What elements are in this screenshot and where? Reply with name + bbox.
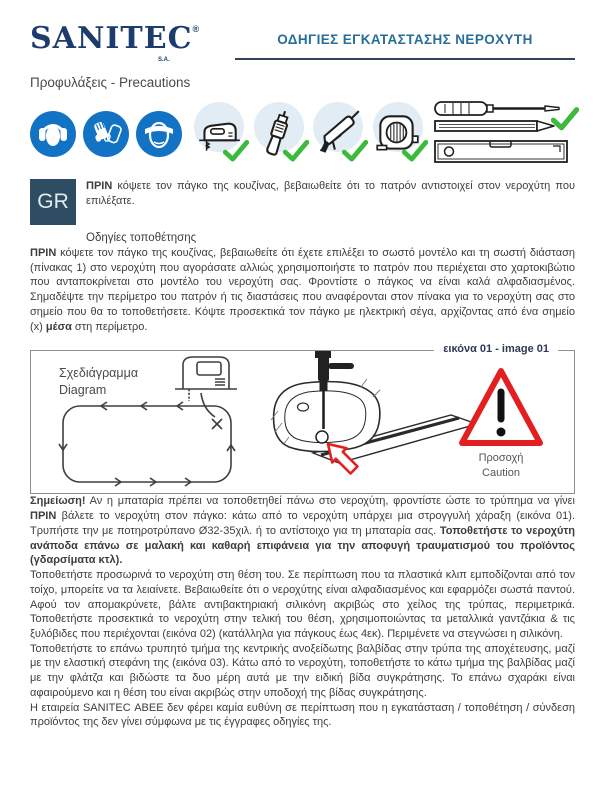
diagram-label-el: Σχεδιάγραμμα xyxy=(59,366,139,381)
marking-tools-group xyxy=(433,99,575,169)
header-title-area xyxy=(235,24,575,60)
logo-sa-suffix: S.A. xyxy=(158,57,170,63)
check-icon xyxy=(342,140,368,162)
language-badge: GR xyxy=(30,179,76,225)
paragraph-note xyxy=(30,494,575,568)
paragraph-text: ΠΡΙΝ xyxy=(30,247,57,259)
jigsaw-tool xyxy=(192,102,244,166)
figure-caption: εικόνα 01 - image 01 xyxy=(434,343,558,355)
check-icon xyxy=(551,107,579,131)
figure-image-01 xyxy=(30,343,575,494)
safety-icons-row xyxy=(30,100,575,168)
paragraph-positioning: Τοποθετήστε προσωρινά το νεροχύτη στη θέση του. Σε περίπτωση που τα πλαστικά κλιπ εμποδίζονται από τον τοίχο, μπορείτε να τα λειαίνετε. Βεβαιωθείτε ότι ο νεροχύτης είναι αλφαδιασμένος και εφαρμόζει σωστά παντού. Αφού τον απομακρύνετε, βάλτε αντιβακτηριακή σιλικόνη ακριβώς στο χείλος της τρύπας, περιμετρικά. Τοποθετήστε προσεκτικά το νεροχύτη στην τελική του θέση, χρησιμοποιώντας τα μεταλλικά γαντζάκια & τις ξυλόβιδες που περιέχονται (εικόνα 02) (κατάλληλα για πάγκους έως 4εκ). Περιμένετε να στεγνώσει η σιλικόνη. xyxy=(30,569,575,641)
caulk-gun-tool xyxy=(312,102,364,166)
language-block xyxy=(30,179,575,225)
paragraph-text: Τοποθετήστε το νεροχύτη ανάποδα επάνω σε μαλακή και καθαρή επιφάνεια για την αποφυγή τραυματισμού του προϊόντος (γδαρσίματα κτλ). xyxy=(30,524,575,567)
precautions-title: Προφυλάξεις - Precautions xyxy=(30,75,191,90)
sink-drilling-art xyxy=(271,351,477,474)
paragraph-text: κόψετε τον πάγκο της κουζίνας, βεβαιωθείτε ότι το πατρόν αντιστοιχεί στον νεροχύτη που επιλέξατε. xyxy=(86,180,575,208)
jigsaw-mini xyxy=(175,357,237,401)
paragraph-text: Αν η μπαταρία πρέπει να τοποθετηθεί πάνω στο νεροχύτη, φροντίστε ώστε το τρύπημα να γίνει xyxy=(85,495,575,508)
caution-triangle-icon xyxy=(462,371,540,443)
paragraph-disclaimer: Η εταιρεία SANITEC ΑΒΕΕ δεν φέρει καμία ευθύνη σε περίπτωση που η εγκατάσταση / τοποθέτηση / σύνδεση προϊόντος της δεν γίνει σύμφωνα με τις έγγραφες οδηγίες της. xyxy=(30,701,575,729)
check-icon xyxy=(223,140,249,162)
install-instructions-heading: Οδηγίες τοποθέτησης xyxy=(86,232,197,244)
title-divider xyxy=(235,58,575,60)
caution-label-en: Caution xyxy=(482,466,520,479)
paragraph-valve: Τοποθετήστε το επάνω τρυπητό τμήμα της κεντρικής ανοξείδωτης βαλβίδας στην τρύπα της αποχέτευσης, μαζί με την ελαστική στεφάνη της (εικόνα 03). Κάτω από το νεροχύτη, τοποθετήστε το κάτω τμήμα της βαλβίδας μαζί με την φλάτζα και βιδώστε τα δυο μέρη αυτά με την ειδική βίδα συγκράτησης. Το επάνω σχαράκι είναι αφαιρούμενο και η θέση του είναι ακριβώς στην υποδοχή της βίδας συγκράτησης. xyxy=(30,642,575,699)
check-icon xyxy=(402,140,428,162)
ppe-icons-group xyxy=(30,111,182,157)
face-shield-icon xyxy=(136,111,182,157)
paragraph-text: ΠΡΙΝ xyxy=(86,180,113,192)
caution-label-el: Προσοχή xyxy=(478,452,524,465)
logo-text: SANITEC xyxy=(30,21,193,56)
diagram-label-en: Diagram xyxy=(59,382,107,397)
paragraph-text: στη περίμετρο. xyxy=(71,320,148,333)
paragraph-text: ΠΡΙΝ xyxy=(30,510,57,523)
registered-mark: ® xyxy=(192,24,200,34)
caution-label xyxy=(456,451,546,480)
ear-protection-icon xyxy=(30,111,76,157)
paragraph-text: κόψετε τον πάγκο της κουζίνας, βεβαιωθείτε ότι έχετε επιλέξει το σωστό μοντέλο και τη σωστή διάσταση (πίνακας 1) στο νεροχύτη που αγοράσατε αλλιώς χρησιμοποιήστε το πατρόν που περιέχεται στο χαρτοκιβώτιο που ανταποκρίνεται στο μοντέλο του νεροχύτη σας. Φροντίστε ο πάγκος να είναι καλά αλφαδιασμένος. Σημαδέψτε την περίμετρο του πατρόν ή τις διαστάσεις που αναφέρονται στον πίνακα για το νεροχύτη σας στο σημείο που θα το τοποθετήσετε. Κόψτε προσεκτικά τον πάγκο με ηλεκτρική σέγα, αρχίζοντας από ένα σημείο (x) xyxy=(30,247,575,333)
diagram-label xyxy=(59,365,138,398)
header xyxy=(30,21,575,63)
page-title: ΟΔΗΓΙΕΣ ΕΓΚΑΤΑΣΤΑΣΗΣ ΝΕΡΟΧΥΤΗ xyxy=(277,32,533,47)
tape-measure-tool xyxy=(371,102,423,166)
check-icon xyxy=(283,140,309,162)
paragraph-text: βάλετε το νεροχύτη στον πάγκο: κάτω από το νεροχύτη υπάρχει μια στρογγυλή χάραξη (εικόνα 01). Τρυπήστε την με ποτηροτρύπανο Ø32-35χιλ. ή το αντίστοιχο για τη μπαταρία σας. xyxy=(30,510,575,537)
paragraph-text: μέσα xyxy=(45,320,72,333)
paragraph-text: Σημείωση! xyxy=(30,495,86,508)
paragraph-cutting xyxy=(30,246,575,334)
gloves-icon xyxy=(83,111,129,157)
gr-intro-paragraph xyxy=(86,179,575,225)
drill-tool xyxy=(252,102,304,166)
sanitec-logo xyxy=(30,21,235,63)
cut-path-diagram xyxy=(59,393,235,486)
